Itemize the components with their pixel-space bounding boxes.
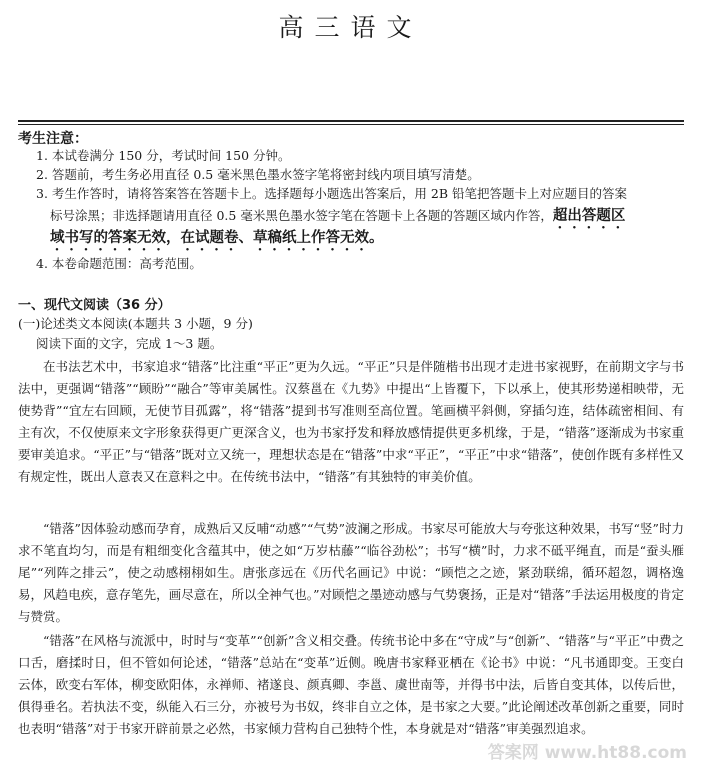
notice-item-4: 4. 本卷命题范围：高考范围。 [36, 256, 202, 271]
section-heading: 一、现代文阅读（36 分） [18, 298, 171, 313]
notice-item-3-line-1: 3. 考生作答时，请将答案答在答题卡上。选择题每小题选出答案后，用 2B 铅笔把答题卡上对应题目的答案 [36, 186, 627, 201]
notice-heading: 考生注意： [18, 131, 88, 147]
notice-item-1: 1. 本试卷满分 150 分，考试时间 150 分钟。 [36, 148, 291, 163]
notice-item-3-line-3 [50, 229, 684, 254]
watermark: 答案网 www.ht88.com [487, 743, 687, 763]
notice-emphasis-b: 域书写的答案无效，在试题卷、草稿纸上作答无效。 [50, 230, 384, 246]
header-divider-thin [18, 124, 684, 125]
section-subheading: (一)论述类文本阅读(本题共 3 小题，9 分) [18, 316, 253, 331]
passage-paragraph-2: “错落”因体验动感而孕育，成熟后又反哺“动感”“气势”波澜之形成。书家尽可能放大与夸张这种效果，书写“竖”时力求不笔直均匀，而是有粗细变化含蕴其中，使之如“万岁枯藤”“临谷劲松”；书写“横”时，力求不砥平绳直，而是“蚕头雁尾”“列阵之排云”，使之动感栩栩如生。唐张彦远在《历代名画记》中说：“顾恺之之迹，紧劲联绵，循环超忽，调格逸易，风趋电疾，意存笔先，画尽意在，所以全神气也。”对顾恺之墨迹动感与气势褒扬，正是对“错落”手法运用极度的肯定与赞赏。 [18, 521, 684, 624]
passage-paragraph-1: 在书法艺术中，书家追求“错落”比注重“平正”更为久远。“平正”只是伴随楷书出现才走进书家视野，在前期文字与书法中，更强调“错落”“顾盼”“融合”等审美属性。汉蔡邕在《九势》中提出“上皆覆下，下以承上，使其形势递相映带，无使势背”“宜左右回顾，无使节目孤露”，将“错落”提到书写准则至高位置。笔画横平斜侧，穿插匀连，结体疏密相间、有主有次，不仅使原来文字形象获得更广更深含义，也为书家抒发和释放感情提供更多机缘，于是，“错落”逐渐成为书家重要审美追求。“平正”与“错落”既对立又统一，理想状态是在“错落”中求“平正”，“平正”中求“错落”，使创作既有多样性又有规定性，既出人意表又在意料之中。在传统书法中，“错落”有其独特的审美价值。 [18, 359, 684, 484]
passage-paragraph-3: “错落”在风格与流派中，时时与“变革”“创新”含义相交叠。传统书论中多在“守成”与“创新”、“错落”与“平正”中费之口舌，磨揉时日，但不管如何论述，“错落”总站在“变革”近侧。晚唐书家释亚栖在《论书》中说：“凡书通即变。王变白云体，欧变右军体，柳变欧阳体，永禅师、褚遂良、颜真卿、李邕、虞世南等，并得书中法，后皆自变其体，以传后世，俱得垂名。若执法不变，纵能入石三分，亦被号为书奴，终非自立之体，是书家之大要。”此论阐述改革创新之重要，同时也表明“错落”对于书家开辟前景之必然，书家倾力营构自己独特个性，本身就是对“错落”审美强烈追求。 [18, 633, 684, 736]
header-divider [18, 120, 684, 122]
paper-title: 高三语文 [278, 13, 423, 42]
notice-emphasis-a: 超出答题区 [552, 208, 626, 224]
notice-item-3-text: 标号涂黑；非选择题请用直径 0.5 毫米黑色墨水签字笔在答题卡上各题的答题区域内作答， [50, 208, 553, 223]
section-instruction: 阅读下面的文字，完成 1～3 题。 [36, 336, 223, 351]
notice-item-2: 2. 答题前，考生务必用直径 0.5 毫米黑色墨水签字笔将密封线内项目填写清楚。 [36, 167, 480, 182]
